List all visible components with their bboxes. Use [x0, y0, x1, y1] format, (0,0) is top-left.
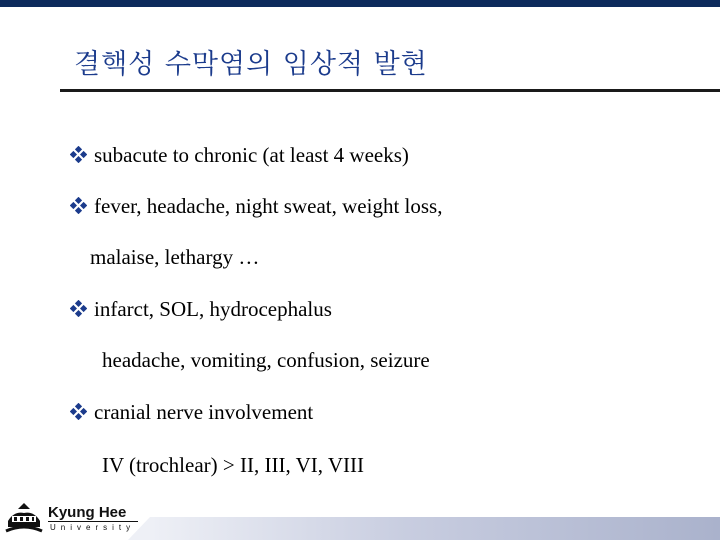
- bullet-text-1: subacute to chronic (at least 4 weeks): [94, 143, 409, 167]
- logo-subtitle: University: [50, 523, 136, 532]
- slide-title: 결핵성 수막염의 임상적 발현: [74, 49, 428, 80]
- logo-divider: [48, 521, 138, 522]
- logo-name: Kyung Hee: [48, 504, 127, 521]
- title-divider: [60, 89, 720, 92]
- diamond-bullet-icon: [70, 146, 87, 163]
- diamond-bullet-icon: [70, 300, 87, 317]
- bullet-item-4: [70, 399, 313, 425]
- bullet-text-3: infarct, SOL, hydrocephalus: [94, 297, 332, 321]
- bullet-text-4: cranial nerve involvement: [94, 400, 314, 424]
- diamond-bullet-icon: [70, 403, 87, 420]
- diamond-bullet-icon: [70, 197, 87, 214]
- footer-band: [150, 517, 720, 540]
- bullet-text-2: fever, headache, night sweat, weight loss,: [94, 194, 443, 218]
- subline-1: malaise, lethargy …: [90, 245, 260, 269]
- bullet-item-3: [70, 296, 332, 322]
- bullet-item-2: [70, 193, 442, 219]
- subline-2: headache, vomiting, confusion, seizure: [102, 348, 430, 372]
- top-bar: [0, 0, 720, 7]
- university-seal-icon: [4, 497, 44, 537]
- bullet-item-1: [70, 142, 409, 168]
- subline-3: IV (trochlear) > II, III, VI, VIII: [102, 453, 364, 477]
